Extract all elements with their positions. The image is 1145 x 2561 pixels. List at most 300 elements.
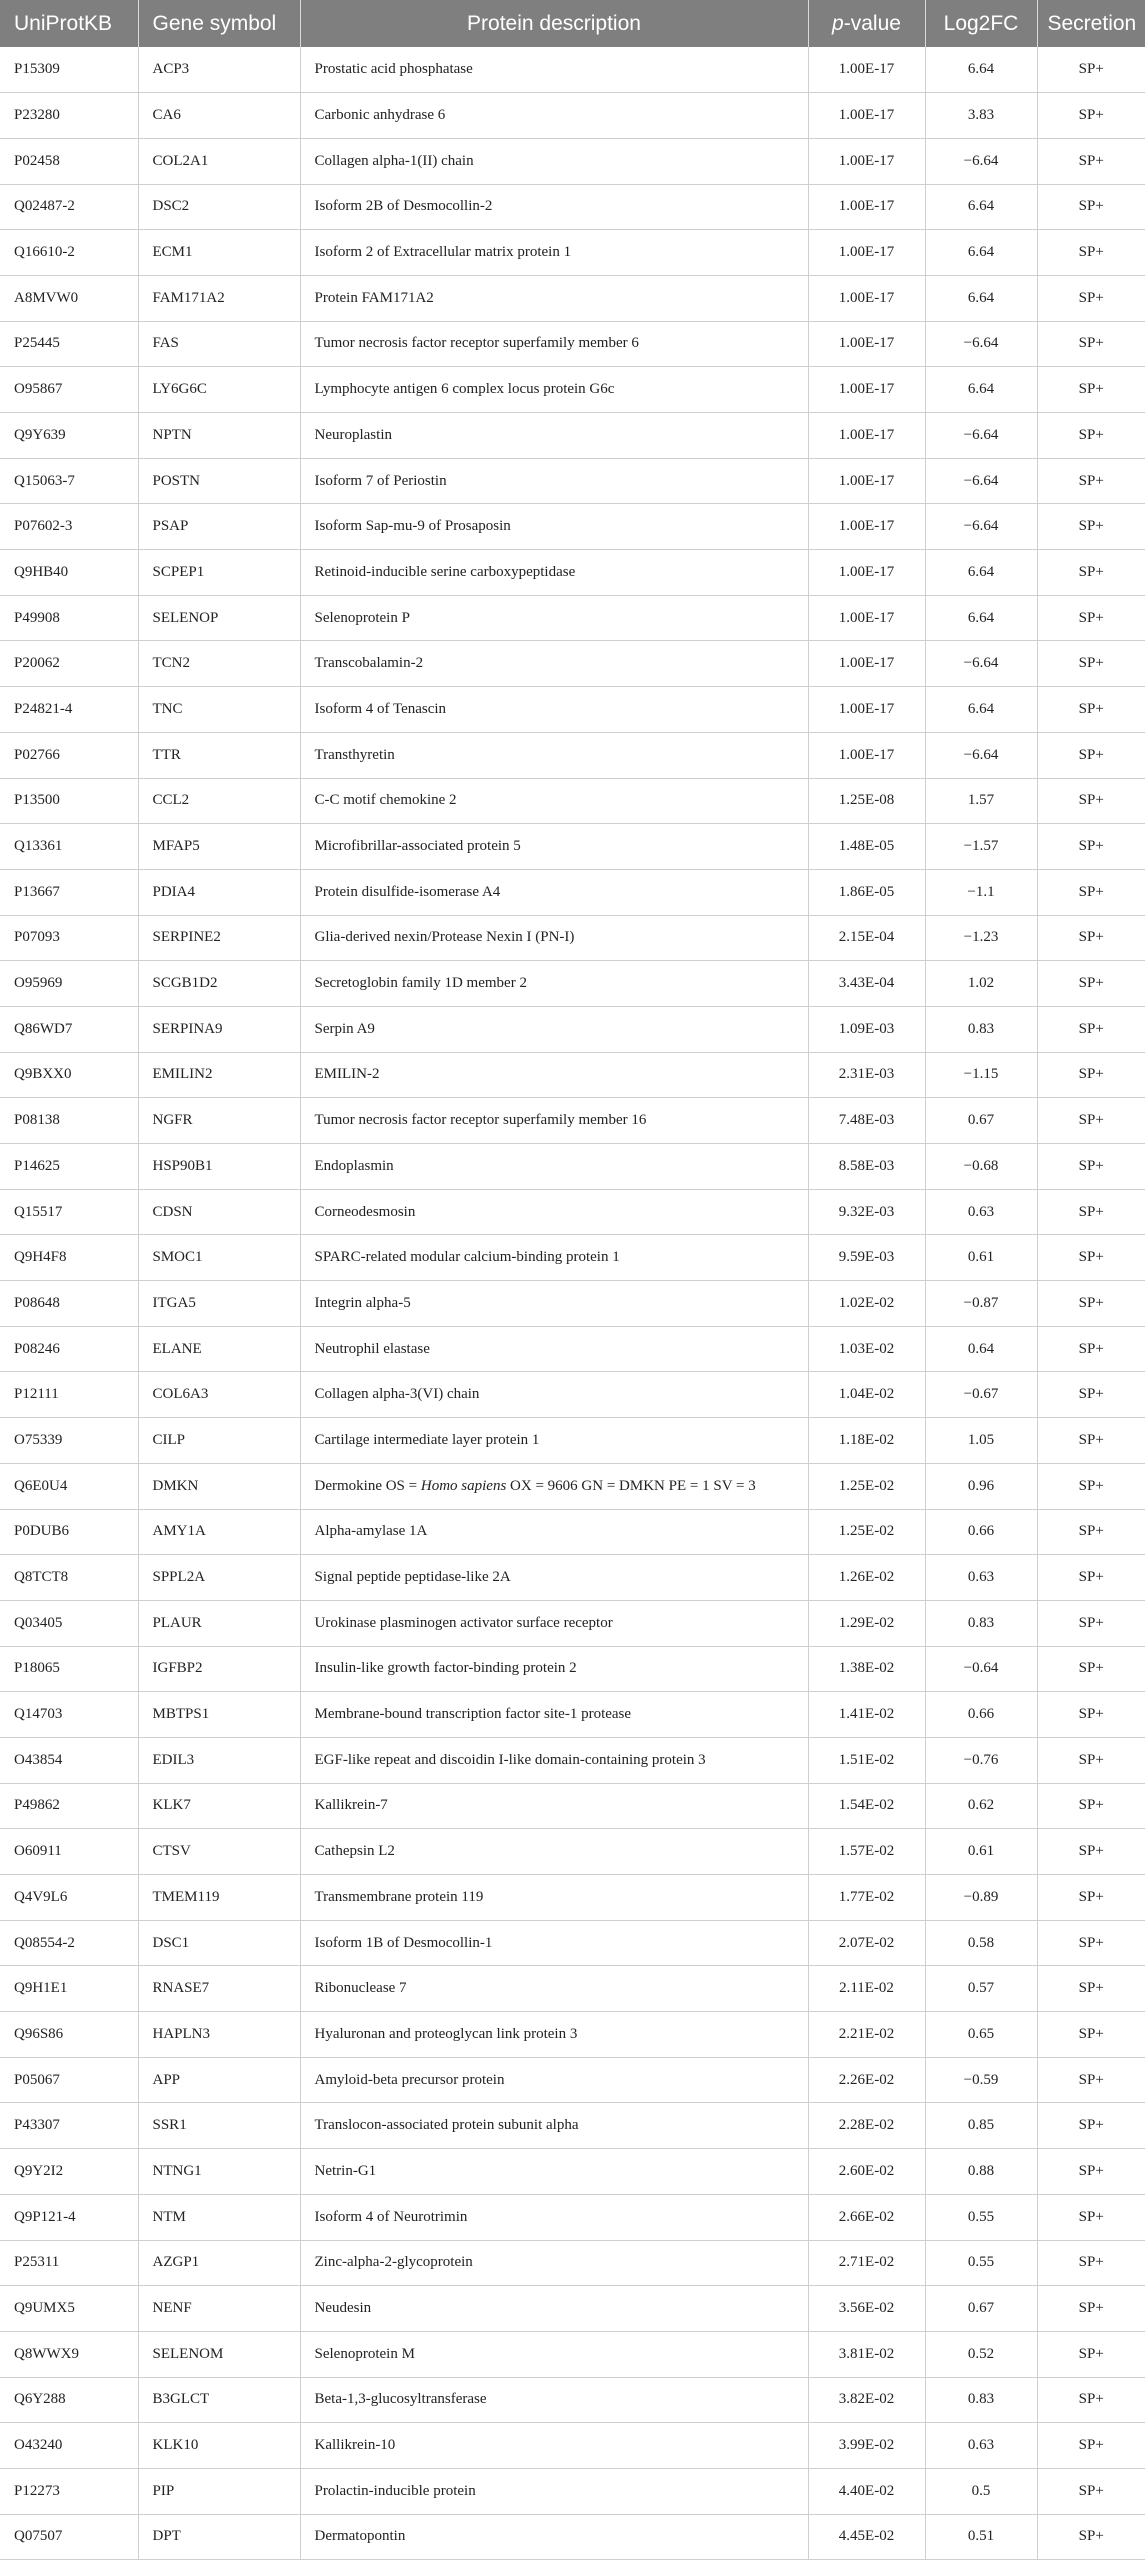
cell-gene-symbol: KLK10 (138, 2423, 300, 2469)
cell-log2fc: −6.64 (925, 458, 1037, 504)
cell-secretion: SP+ (1037, 1372, 1145, 1418)
table-row (0, 2514, 1145, 2560)
cell-secretion: SP+ (1037, 2240, 1145, 2286)
cell-gene-symbol: TTR (138, 732, 300, 778)
cell-uniprot: Q02487-2 (0, 184, 138, 230)
cell-protein-description: Beta-1,3-glucosyltransferase (300, 2377, 808, 2423)
cell-log2fc: 1.02 (925, 961, 1037, 1007)
cell-uniprot: P25311 (0, 2240, 138, 2286)
cell-p-value: 2.60E-02 (808, 2149, 925, 2195)
cell-gene-symbol: NGFR (138, 1098, 300, 1144)
header-p-value-italic: p (832, 11, 844, 35)
cell-secretion: SP+ (1037, 687, 1145, 733)
cell-gene-symbol: EDIL3 (138, 1737, 300, 1783)
cell-secretion: SP+ (1037, 1966, 1145, 2012)
cell-uniprot: Q9UMX5 (0, 2286, 138, 2332)
cell-protein-description: Kallikrein-7 (300, 1783, 808, 1829)
cell-p-value: 3.81E-02 (808, 2331, 925, 2377)
cell-log2fc: 0.5 (925, 2468, 1037, 2514)
cell-secretion: SP+ (1037, 2103, 1145, 2149)
cell-uniprot: Q13361 (0, 824, 138, 870)
cell-protein-description: Microfibrillar-associated protein 5 (300, 824, 808, 870)
cell-gene-symbol: DPT (138, 2514, 300, 2560)
cell-protein-description: Membrane-bound transcription factor site-1 protease (300, 1692, 808, 1738)
cell-gene-symbol: NTNG1 (138, 2149, 300, 2195)
table-row (0, 2149, 1145, 2195)
cell-uniprot: A8MVW0 (0, 275, 138, 321)
cell-secretion: SP+ (1037, 550, 1145, 596)
cell-protein-description: Kallikrein-10 (300, 2423, 808, 2469)
cell-secretion: SP+ (1037, 1144, 1145, 1190)
cell-protein-description: Insulin-like growth factor-binding protein 2 (300, 1646, 808, 1692)
cell-p-value: 3.82E-02 (808, 2377, 925, 2423)
table-row (0, 1737, 1145, 1783)
cell-log2fc: 6.64 (925, 367, 1037, 413)
cell-log2fc: 0.57 (925, 1966, 1037, 2012)
cell-p-value: 2.21E-02 (808, 2012, 925, 2058)
cell-p-value: 1.25E-02 (808, 1463, 925, 1509)
cell-protein-description: Retinoid-inducible serine carboxypeptidase (300, 550, 808, 596)
cell-uniprot: Q6E0U4 (0, 1463, 138, 1509)
cell-p-value: 1.00E-17 (808, 138, 925, 184)
cell-gene-symbol: MFAP5 (138, 824, 300, 870)
cell-uniprot: P15309 (0, 47, 138, 93)
cell-log2fc: 6.64 (925, 47, 1037, 93)
cell-secretion: SP+ (1037, 824, 1145, 870)
cell-protein-description: Selenoprotein M (300, 2331, 808, 2377)
cell-uniprot: Q86WD7 (0, 1006, 138, 1052)
cell-protein-description: Transthyretin (300, 732, 808, 778)
table-row (0, 915, 1145, 961)
cell-uniprot: Q9HB40 (0, 550, 138, 596)
cell-log2fc: 0.63 (925, 1555, 1037, 1601)
cell-p-value: 3.43E-04 (808, 961, 925, 1007)
cell-p-value: 1.18E-02 (808, 1418, 925, 1464)
header-secretion: Secretion (1047, 11, 1137, 35)
cell-gene-symbol: HSP90B1 (138, 1144, 300, 1190)
table-row (0, 2103, 1145, 2149)
cell-secretion: SP+ (1037, 1646, 1145, 1692)
cell-log2fc: 0.85 (925, 2103, 1037, 2149)
cell-p-value: 1.00E-17 (808, 687, 925, 733)
cell-secretion: SP+ (1037, 778, 1145, 824)
cell-protein-description: Corneodesmosin (300, 1189, 808, 1235)
cell-log2fc: 0.61 (925, 1829, 1037, 1875)
cell-gene-symbol: TMEM119 (138, 1875, 300, 1921)
cell-uniprot: P08648 (0, 1281, 138, 1327)
cell-gene-symbol: FAM171A2 (138, 275, 300, 321)
cell-gene-symbol: CDSN (138, 1189, 300, 1235)
cell-protein-description: Isoform 2 of Extracellular matrix protein 1 (300, 230, 808, 276)
cell-gene-symbol: COL2A1 (138, 138, 300, 184)
cell-uniprot: O95969 (0, 961, 138, 1007)
header-row (0, 0, 1145, 47)
table-row (0, 1783, 1145, 1829)
cell-protein-description: Secretoglobin family 1D member 2 (300, 961, 808, 1007)
cell-gene-symbol: SERPINA9 (138, 1006, 300, 1052)
table-row (0, 413, 1145, 459)
table-row (0, 1418, 1145, 1464)
cell-protein-description: Translocon-associated protein subunit alpha (300, 2103, 808, 2149)
cell-secretion: SP+ (1037, 1829, 1145, 1875)
cell-p-value: 1.48E-05 (808, 824, 925, 870)
cell-uniprot: Q9H4F8 (0, 1235, 138, 1281)
cell-protein-description: Endoplasmin (300, 1144, 808, 1190)
cell-uniprot: Q14703 (0, 1692, 138, 1738)
cell-gene-symbol: ELANE (138, 1326, 300, 1372)
cell-uniprot: P0DUB6 (0, 1509, 138, 1555)
cell-protein-description: C-C motif chemokine 2 (300, 778, 808, 824)
cell-log2fc: 0.83 (925, 1600, 1037, 1646)
table-row (0, 504, 1145, 550)
cell-p-value: 2.66E-02 (808, 2194, 925, 2240)
cell-log2fc: −6.64 (925, 641, 1037, 687)
table-row (0, 1006, 1145, 1052)
cell-secretion: SP+ (1037, 275, 1145, 321)
table-row (0, 275, 1145, 321)
cell-secretion: SP+ (1037, 138, 1145, 184)
cell-secretion: SP+ (1037, 1875, 1145, 1921)
cell-uniprot: Q07507 (0, 2514, 138, 2560)
cell-protein-description: EMILIN-2 (300, 1052, 808, 1098)
cell-p-value: 3.56E-02 (808, 2286, 925, 2332)
cell-log2fc: 6.64 (925, 550, 1037, 596)
cell-secretion: SP+ (1037, 230, 1145, 276)
cell-secretion: SP+ (1037, 732, 1145, 778)
cell-uniprot: O60911 (0, 1829, 138, 1875)
cell-protein-description: Collagen alpha-3(VI) chain (300, 1372, 808, 1418)
cell-uniprot: P05067 (0, 2057, 138, 2103)
cell-uniprot: Q15063-7 (0, 458, 138, 504)
cell-p-value: 1.54E-02 (808, 1783, 925, 1829)
cell-secretion: SP+ (1037, 413, 1145, 459)
cell-protein-description: Protein FAM171A2 (300, 275, 808, 321)
cell-secretion: SP+ (1037, 2331, 1145, 2377)
cell-secretion: SP+ (1037, 2514, 1145, 2560)
table-row (0, 550, 1145, 596)
cell-p-value: 1.09E-03 (808, 1006, 925, 1052)
cell-p-value: 1.38E-02 (808, 1646, 925, 1692)
cell-protein-description: Transmembrane protein 119 (300, 1875, 808, 1921)
cell-protein-description: SPARC-related modular calcium-binding protein 1 (300, 1235, 808, 1281)
cell-secretion: SP+ (1037, 47, 1145, 93)
cell-gene-symbol: FAS (138, 321, 300, 367)
cell-uniprot: P24821-4 (0, 687, 138, 733)
cell-secretion: SP+ (1037, 458, 1145, 504)
desc-pre: Dermokine OS = (314, 1477, 421, 1494)
cell-p-value: 1.00E-17 (808, 47, 925, 93)
cell-gene-symbol: SCPEP1 (138, 550, 300, 596)
table-row (0, 2468, 1145, 2514)
cell-uniprot: P18065 (0, 1646, 138, 1692)
cell-secretion: SP+ (1037, 2286, 1145, 2332)
cell-uniprot: O75339 (0, 1418, 138, 1464)
table-row (0, 2331, 1145, 2377)
cell-secretion: SP+ (1037, 367, 1145, 413)
cell-log2fc: 0.83 (925, 1006, 1037, 1052)
cell-secretion: SP+ (1037, 1281, 1145, 1327)
cell-p-value: 1.41E-02 (808, 1692, 925, 1738)
table-row (0, 1829, 1145, 1875)
cell-secretion: SP+ (1037, 1692, 1145, 1738)
table-row (0, 2240, 1145, 2286)
table-row (0, 2423, 1145, 2469)
cell-secretion: SP+ (1037, 1555, 1145, 1601)
cell-protein-description: Zinc-alpha-2-glycoprotein (300, 2240, 808, 2286)
cell-gene-symbol: CTSV (138, 1829, 300, 1875)
cell-secretion: SP+ (1037, 2194, 1145, 2240)
cell-gene-symbol: ACP3 (138, 47, 300, 93)
cell-p-value: 1.25E-02 (808, 1509, 925, 1555)
cell-p-value: 1.00E-17 (808, 230, 925, 276)
cell-protein-description (300, 1463, 808, 1509)
cell-uniprot: Q03405 (0, 1600, 138, 1646)
cell-uniprot: P13667 (0, 869, 138, 915)
table-row (0, 2286, 1145, 2332)
cell-protein-description: Isoform 1B of Desmocollin-1 (300, 1920, 808, 1966)
cell-gene-symbol: PSAP (138, 504, 300, 550)
cell-uniprot: P07093 (0, 915, 138, 961)
cell-log2fc: −0.67 (925, 1372, 1037, 1418)
cell-log2fc: 0.67 (925, 1098, 1037, 1144)
cell-uniprot: Q16610-2 (0, 230, 138, 276)
cell-log2fc: −0.89 (925, 1875, 1037, 1921)
table-row (0, 93, 1145, 139)
cell-uniprot: P14625 (0, 1144, 138, 1190)
cell-uniprot: P07602-3 (0, 504, 138, 550)
desc-species: Homo sapiens (420, 1477, 507, 1494)
cell-log2fc: 0.65 (925, 2012, 1037, 2058)
cell-uniprot: P23280 (0, 93, 138, 139)
table-row (0, 1281, 1145, 1327)
cell-p-value: 2.26E-02 (808, 2057, 925, 2103)
cell-p-value: 1.86E-05 (808, 869, 925, 915)
cell-log2fc: 1.57 (925, 778, 1037, 824)
cell-uniprot: Q9Y639 (0, 413, 138, 459)
table-row (0, 1509, 1145, 1555)
table-row (0, 869, 1145, 915)
cell-gene-symbol: CILP (138, 1418, 300, 1464)
cell-log2fc: −0.64 (925, 1646, 1037, 1692)
cell-secretion: SP+ (1037, 1052, 1145, 1098)
table-row (0, 2194, 1145, 2240)
cell-uniprot: O95867 (0, 367, 138, 413)
table-row (0, 1052, 1145, 1098)
cell-gene-symbol: ITGA5 (138, 1281, 300, 1327)
cell-protein-description: Tumor necrosis factor receptor superfamily member 16 (300, 1098, 808, 1144)
cell-secretion: SP+ (1037, 2057, 1145, 2103)
cell-secretion: SP+ (1037, 1600, 1145, 1646)
cell-gene-symbol: EMILIN2 (138, 1052, 300, 1098)
cell-protein-description: Dermatopontin (300, 2514, 808, 2560)
cell-gene-symbol: DSC2 (138, 184, 300, 230)
table-row (0, 1098, 1145, 1144)
cell-gene-symbol: CA6 (138, 93, 300, 139)
cell-secretion: SP+ (1037, 641, 1145, 687)
cell-log2fc: −6.64 (925, 138, 1037, 184)
table-row (0, 1966, 1145, 2012)
cell-log2fc: 3.83 (925, 93, 1037, 139)
cell-log2fc: 0.52 (925, 2331, 1037, 2377)
cell-uniprot: P25445 (0, 321, 138, 367)
cell-log2fc: 0.61 (925, 1235, 1037, 1281)
cell-p-value: 1.26E-02 (808, 1555, 925, 1601)
cell-protein-description: Neudesin (300, 2286, 808, 2332)
cell-p-value: 2.31E-03 (808, 1052, 925, 1098)
table-row (0, 1600, 1145, 1646)
cell-log2fc: 1.05 (925, 1418, 1037, 1464)
cell-gene-symbol: AZGP1 (138, 2240, 300, 2286)
table-row (0, 961, 1145, 1007)
cell-p-value: 1.00E-17 (808, 413, 925, 459)
cell-gene-symbol: SCGB1D2 (138, 961, 300, 1007)
cell-gene-symbol: DSC1 (138, 1920, 300, 1966)
cell-log2fc: 0.51 (925, 2514, 1037, 2560)
cell-protein-description: Hyaluronan and proteoglycan link protein 3 (300, 2012, 808, 2058)
cell-log2fc: −6.64 (925, 504, 1037, 550)
cell-log2fc: 0.66 (925, 1509, 1037, 1555)
cell-protein-description: Signal peptide peptidase-like 2A (300, 1555, 808, 1601)
table-row (0, 2012, 1145, 2058)
cell-p-value: 8.58E-03 (808, 1144, 925, 1190)
cell-p-value: 1.03E-02 (808, 1326, 925, 1372)
cell-protein-description: Serpin A9 (300, 1006, 808, 1052)
cell-p-value: 1.00E-17 (808, 504, 925, 550)
cell-secretion: SP+ (1037, 1326, 1145, 1372)
cell-protein-description: Ribonuclease 7 (300, 1966, 808, 2012)
cell-gene-symbol: MBTPS1 (138, 1692, 300, 1738)
cell-secretion: SP+ (1037, 595, 1145, 641)
cell-log2fc: −1.15 (925, 1052, 1037, 1098)
cell-secretion: SP+ (1037, 2423, 1145, 2469)
cell-log2fc: −0.87 (925, 1281, 1037, 1327)
cell-secretion: SP+ (1037, 1737, 1145, 1783)
cell-uniprot: Q8WWX9 (0, 2331, 138, 2377)
cell-protein-description: Amyloid-beta precursor protein (300, 2057, 808, 2103)
cell-p-value: 9.32E-03 (808, 1189, 925, 1235)
cell-protein-description: Transcobalamin-2 (300, 641, 808, 687)
cell-gene-symbol: SMOC1 (138, 1235, 300, 1281)
cell-secretion: SP+ (1037, 1235, 1145, 1281)
table-row (0, 321, 1145, 367)
cell-log2fc: −6.64 (925, 413, 1037, 459)
cell-log2fc: −0.59 (925, 2057, 1037, 2103)
cell-gene-symbol: RNASE7 (138, 1966, 300, 2012)
cell-uniprot: P13500 (0, 778, 138, 824)
cell-secretion: SP+ (1037, 869, 1145, 915)
cell-secretion: SP+ (1037, 321, 1145, 367)
table-row (0, 1189, 1145, 1235)
cell-secretion: SP+ (1037, 915, 1145, 961)
cell-protein-description: Prolactin-inducible protein (300, 2468, 808, 2514)
cell-uniprot: P08246 (0, 1326, 138, 1372)
cell-protein-description: Isoform Sap-mu-9 of Prosaposin (300, 504, 808, 550)
table-row (0, 687, 1145, 733)
cell-uniprot: P02766 (0, 732, 138, 778)
cell-protein-description: Prostatic acid phosphatase (300, 47, 808, 93)
cell-secretion: SP+ (1037, 2012, 1145, 2058)
cell-protein-description: Carbonic anhydrase 6 (300, 93, 808, 139)
cell-gene-symbol: CCL2 (138, 778, 300, 824)
table-row (0, 1235, 1145, 1281)
table-row (0, 1875, 1145, 1921)
cell-p-value: 1.00E-17 (808, 458, 925, 504)
cell-log2fc: −6.64 (925, 732, 1037, 778)
cell-p-value: 1.57E-02 (808, 1829, 925, 1875)
cell-gene-symbol: DMKN (138, 1463, 300, 1509)
table-row (0, 824, 1145, 870)
cell-p-value: 2.11E-02 (808, 1966, 925, 2012)
cell-secretion: SP+ (1037, 1418, 1145, 1464)
cell-p-value: 1.00E-17 (808, 550, 925, 596)
cell-secretion: SP+ (1037, 504, 1145, 550)
cell-p-value: 2.71E-02 (808, 2240, 925, 2286)
cell-gene-symbol: NTM (138, 2194, 300, 2240)
cell-log2fc: 6.64 (925, 184, 1037, 230)
table-row (0, 778, 1145, 824)
cell-secretion: SP+ (1037, 1509, 1145, 1555)
table-row (0, 458, 1145, 504)
cell-p-value: 1.00E-17 (808, 184, 925, 230)
table-row (0, 230, 1145, 276)
cell-uniprot: P12111 (0, 1372, 138, 1418)
cell-log2fc: 6.64 (925, 687, 1037, 733)
cell-protein-description: Isoform 7 of Periostin (300, 458, 808, 504)
cell-p-value: 4.40E-02 (808, 2468, 925, 2514)
cell-protein-description: Integrin alpha-5 (300, 1281, 808, 1327)
cell-gene-symbol: LY6G6C (138, 367, 300, 413)
cell-protein-description: Cartilage intermediate layer protein 1 (300, 1418, 808, 1464)
cell-protein-description: Isoform 4 of Tenascin (300, 687, 808, 733)
table-body (0, 47, 1145, 2560)
cell-log2fc: 0.55 (925, 2240, 1037, 2286)
table-row (0, 1920, 1145, 1966)
cell-log2fc: 0.66 (925, 1692, 1037, 1738)
cell-secretion: SP+ (1037, 1920, 1145, 1966)
cell-secretion: SP+ (1037, 1783, 1145, 1829)
cell-protein-description: Collagen alpha-1(II) chain (300, 138, 808, 184)
cell-p-value: 1.51E-02 (808, 1737, 925, 1783)
cell-gene-symbol: PIP (138, 2468, 300, 2514)
table-row (0, 1692, 1145, 1738)
cell-secretion: SP+ (1037, 2149, 1145, 2195)
cell-secretion: SP+ (1037, 2468, 1145, 2514)
cell-protein-description: Neutrophil elastase (300, 1326, 808, 1372)
cell-log2fc: 0.67 (925, 2286, 1037, 2332)
header-protein-description: Protein description (300, 0, 808, 47)
cell-gene-symbol: SELENOP (138, 595, 300, 641)
cell-log2fc: −0.68 (925, 1144, 1037, 1190)
cell-secretion: SP+ (1037, 184, 1145, 230)
cell-p-value: 3.99E-02 (808, 2423, 925, 2469)
cell-log2fc: 0.55 (925, 2194, 1037, 2240)
header-log2fc: Log2FC (925, 0, 1037, 47)
cell-uniprot: Q9H1E1 (0, 1966, 138, 2012)
cell-gene-symbol: SELENOM (138, 2331, 300, 2377)
cell-secretion: SP+ (1037, 961, 1145, 1007)
cell-uniprot: O43240 (0, 2423, 138, 2469)
cell-uniprot: Q4V9L6 (0, 1875, 138, 1921)
table-row (0, 1555, 1145, 1601)
cell-uniprot: Q9BXX0 (0, 1052, 138, 1098)
cell-uniprot: O43854 (0, 1737, 138, 1783)
cell-uniprot: Q6Y288 (0, 2377, 138, 2423)
cell-log2fc: −1.23 (925, 915, 1037, 961)
cell-protein-description: Selenoprotein P (300, 595, 808, 641)
cell-uniprot: P08138 (0, 1098, 138, 1144)
cell-p-value: 1.00E-17 (808, 641, 925, 687)
cell-log2fc: −1.57 (925, 824, 1037, 870)
